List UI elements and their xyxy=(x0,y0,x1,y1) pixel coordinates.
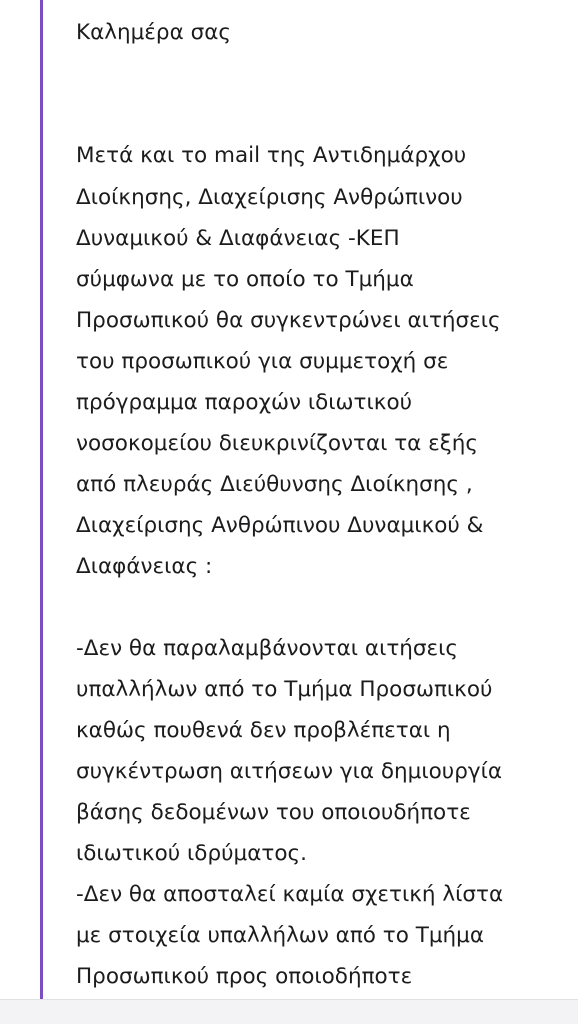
body-line: βάσης δεδομένων του οποιουδήποτε xyxy=(76,800,471,825)
body-line: ιδιωτικού ιδρύματος. xyxy=(76,841,307,866)
bottom-bar xyxy=(0,999,578,1024)
body-line: Διαφάνειας : xyxy=(76,554,213,579)
body-line: πρόγραμμα παροχών ιδιωτικού xyxy=(76,390,413,415)
body-line: Διοίκησης, Διαχείρισης Ανθρώπινου xyxy=(76,185,463,210)
body-line: καθώς πουθενά δεν προβλέπεται η xyxy=(76,718,451,743)
body-line: συγκέντρωση αιτήσεων για δημιουργία xyxy=(76,759,503,784)
body-line: του προσωπικού για συμμετοχή σε xyxy=(76,349,449,374)
body-line: από πλευράς Διεύθυνσης Διοίκησης , xyxy=(76,472,473,497)
body-line: -Δεν θα αποσταλεί καμία σχετική λίστα xyxy=(76,882,504,907)
body-line: Προσωπικού προς οποιοδήποτε xyxy=(76,964,413,989)
body-line: με στοιχεία υπαλλήλων από το Τμήμα xyxy=(76,923,484,948)
body-line: νοσοκομείου διευκρινίζονται τα εξής xyxy=(76,431,479,456)
body-line: -Δεν θα παραλαμβάνονται αιτήσεις xyxy=(76,636,459,661)
greeting-line: Καλημέρα σας xyxy=(76,20,231,45)
body-line: Διαχείρισης Ανθρώπινου Δυναμικού & xyxy=(76,513,484,538)
body-line: υπαλλήλων από το Τμήμα Προσωπικού xyxy=(76,677,493,702)
body-line: Προσωπικού θα συγκεντρώνει αιτήσεις xyxy=(76,308,501,333)
body-line: Μετά και το mail της Αντιδημάρχου xyxy=(76,143,467,168)
body-line: Δυναμικού & Διαφάνειας -ΚΕΠ xyxy=(76,226,400,251)
quote-bar xyxy=(40,0,43,1000)
body-line: σύμφωνα με το οποίο το Τμήμα xyxy=(76,267,414,292)
